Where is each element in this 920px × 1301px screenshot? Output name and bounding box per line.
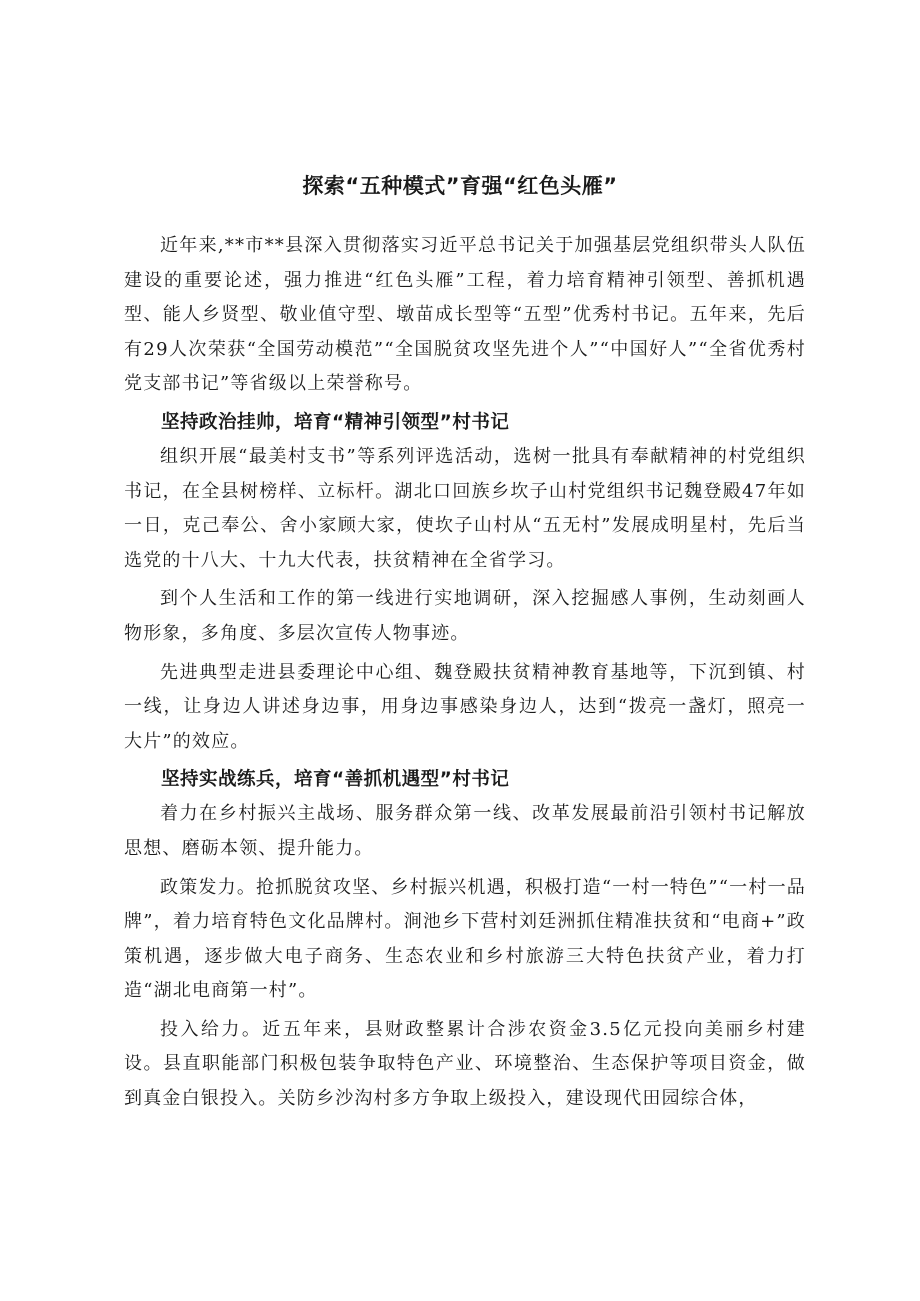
intro-paragraph: 近年来,**市**县深入贯彻落实习近平总书记关于加强基层党组织带头人队伍建设的重要论述，强力推进“红色头雁”工程，着力培育精神引领型、善抓机遇型、能人乡贤型、敬业值守型、墩苗成长型等“五型”优秀村书记。五年来，先后有29人次荣获“全国劳动模范”“全国脱贫攻坚先进个人”“中国好人”“全省优秀村党支部书记”等省级以上荣誉称号。: [124, 235, 806, 395]
section-1-heading: 坚持政治挂帅，培育“精神引领型”村书记: [161, 411, 510, 433]
section-1-paragraph-3: 先进典型走进县委理论中心组、魏登殿扶贫精神教育基地等，下沉到镇、村一线，让身边人讲述身边事，用身边事感染身边人，达到“拨亮一盏灯，照亮一大片”的效应。: [124, 661, 806, 752]
section-2-paragraph-3: 投入给力。近五年来，县财政整累计合涉农资金3.5亿元投向美丽乡村建设。县直职能部门积极包装争取特色产业、环境整治、生态保护等项目资金，做到真金白银投入。关防乡沙沟村多方争取上级投入，建设现代田园综合体，: [124, 1018, 806, 1110]
section-2-paragraph-1: 着力在乡村振兴主战场、服务群众第一线、改革发展最前沿引领村书记解放思想、磨砺本领、提升能力。: [124, 803, 806, 859]
section-2-paragraph-2: 政策发力。抢抓脱贫攻坚、乡村振兴机遇，积极打造“一村一特色”“一村一品牌”，着力培育特色文化品牌村。涧池乡下营村刘廷洲抓住精准扶贫和“电商+”政策机遇，逐步做大电子商务、生态农业和乡村旅游三大特色扶贫产业，着力打造“湖北电商第一村”。: [124, 876, 806, 1002]
section-1-paragraph-2: 到个人生活和工作的第一线进行实地调研，深入挖掘感人事例，生动刻画人物形象，多角度、多层次宣传人物事迹。: [124, 588, 806, 644]
section-2-heading: 坚持实战练兵，培育“善抓机遇型”村书记: [161, 769, 510, 791]
section-1-paragraph-1: 组织开展“最美村支书”等系列评选活动，选树一批具有奉献精神的村党组织书记，在全县树榜样、立标杆。湖北口回族乡坎子山村党组织书记魏登殿47年如一日，克己奉公、舍小家顾大家，使坎子山村从“五无村”发展成明星村，先后当选党的十八大、十九大代表，扶贫精神在全省学习。: [124, 445, 806, 571]
document-body: [124, 229, 806, 1117]
document-title: 探索“五种模式”育强“红色头雁”: [302, 174, 618, 198]
